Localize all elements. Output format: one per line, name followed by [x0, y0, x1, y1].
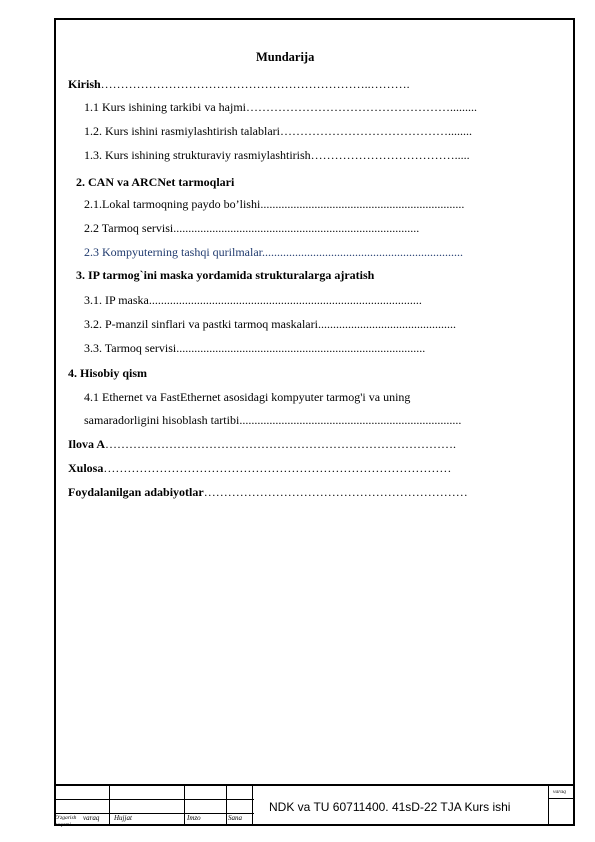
- toc-entry: 2.3 Kompyuterning tashqi qurilmalar...................................................................: [84, 245, 463, 259]
- toc-entry: Ilova A…………………………………………………………………………….: [68, 437, 457, 451]
- sheet-label: varaq: [553, 789, 566, 795]
- toc-entry: 1.3. Kurs ishining strukturaviy rasmiylashtirish……………………………….....: [84, 148, 470, 162]
- stamp-row-line: [54, 799, 254, 800]
- stamp-divider: [184, 786, 185, 826]
- toc-entry: 2.1.Lokal tarmoqning paydo bo’lishi....................................................................: [84, 197, 465, 211]
- stamp-row-line: [548, 798, 575, 799]
- stamp-label-ozgarish: O'zgarish raqami: [55, 815, 77, 828]
- stamp-divider: [226, 786, 227, 826]
- toc-entry: Xulosa……………………………………………………………………………: [68, 461, 452, 475]
- stamp-label-varaq: varaq: [83, 814, 100, 822]
- toc-entry: 1.2. Kurs ishini rasmiylashtirish talablari……………………………………........: [84, 124, 472, 138]
- document-code: NDK va TU 60711400. 41sD-22 TJA Kurs ishi: [269, 800, 511, 814]
- toc-entry: Foydalanilgan adabiyotlar…………………………………………………………: [68, 485, 468, 499]
- stamp-label-hujjat: Hujjat: [114, 814, 132, 822]
- toc-entry: 2.2 Tarmoq servisi..................................................................................: [84, 221, 420, 235]
- toc-entry: samaradorligini hisoblash tartibi..........................................................................: [84, 413, 462, 427]
- toc-entry: 3.3. Tarmoq servisi...................................................................................: [84, 341, 426, 355]
- page-title: Mundarija: [256, 50, 315, 64]
- stamp-label-sana: Sana: [228, 814, 242, 822]
- toc-section-heading: 2. CAN va ARCNet tarmoqlari: [76, 175, 235, 189]
- title-block: [54, 784, 575, 826]
- toc-entry: 4.1 Ethernet va FastEthernet asosidagi kompyuter tarmog'i va uning: [84, 390, 411, 404]
- toc-entry: 3.1. IP maska...........................................................................................: [84, 293, 422, 307]
- toc-section-heading: 3. IP tarmog`ini maska yordamida strukturalarga ajratish: [76, 268, 375, 282]
- stamp-label-imzo: Imzo: [187, 814, 201, 822]
- toc-entry: 3.2. P-manzil sinflari va pastki tarmoq maskalari..............................................: [84, 317, 456, 331]
- stamp-divider: [109, 786, 110, 826]
- toc-entry: Kirish…………………………………………………………..……….: [68, 77, 410, 91]
- stamp-divider: [252, 786, 253, 826]
- toc-entry: 1.1 Kurs ishining tarkibi va hajmi…………………………………………….........: [84, 100, 477, 114]
- stamp-divider: [548, 786, 549, 826]
- toc-section-heading: 4. Hisobiy qism: [68, 366, 148, 380]
